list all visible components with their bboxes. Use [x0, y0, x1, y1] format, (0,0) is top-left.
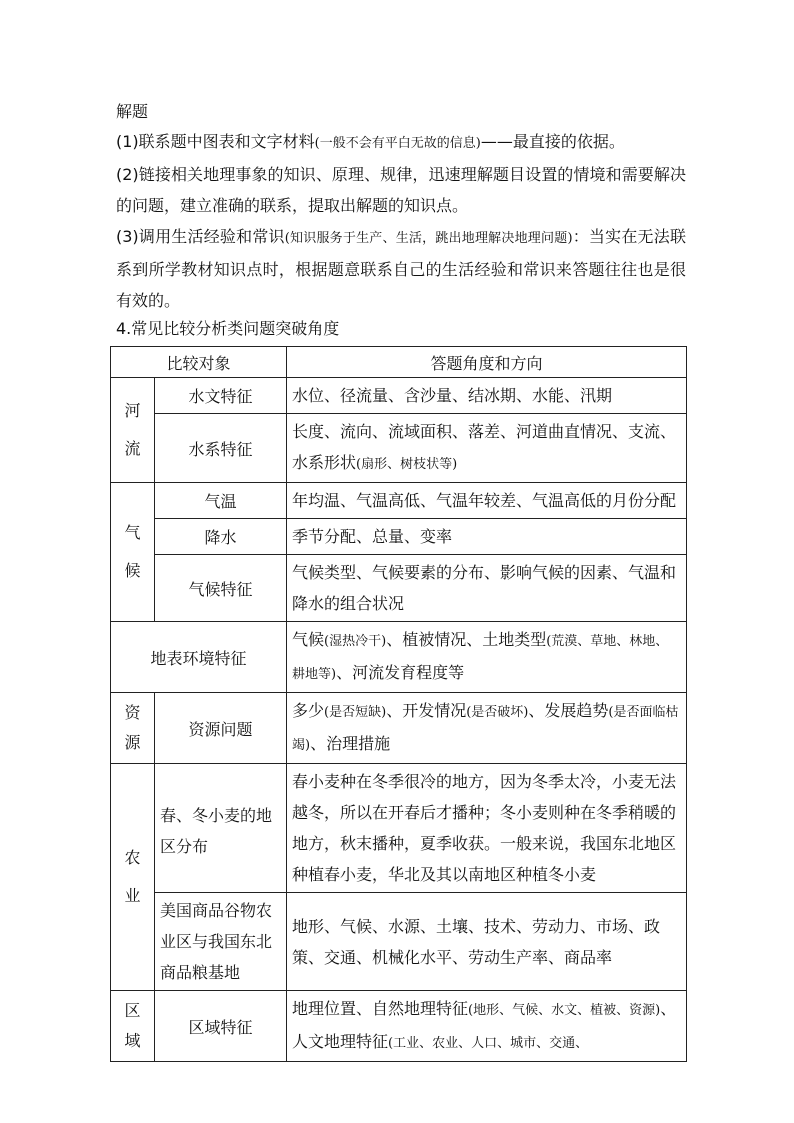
row-text-surface — [287, 622, 687, 693]
surface-t3: 、河流发育程度等 — [336, 663, 465, 682]
category-river-label: 河流 — [124, 401, 141, 458]
resources-n2: (是否破坏) — [466, 705, 529, 720]
row-label-temp: 气温 — [155, 483, 287, 519]
table-row — [111, 483, 687, 519]
row-text-temp: 年均温、气温高低、气温年较差、气温高低的月份分配 — [287, 483, 687, 519]
row-label-hydro: 水文特征 — [155, 378, 287, 414]
row-label-system: 水系特征 — [155, 414, 287, 483]
row-text-grain: 地形、气候、水源、土壤、技术、劳动力、市场、政策、交通、机械化水平、劳动生产率、商品率 — [287, 893, 687, 991]
table-row — [111, 414, 687, 483]
row-text-wheat: 春小麦种在冬季很冷的地方，因为冬季太冷，小麦无法越冬，所以在开春后才播种；冬小麦则种在冬季稍暖的地方，秋末播种，夏季收获。一般来说，我国东北地区种植春小麦，华北及其以南地区种植冬小麦 — [287, 764, 687, 893]
header-object: 比较对象 — [111, 347, 287, 378]
table-row — [111, 764, 687, 893]
row-text-climate-features: 气候类型、气候要素的分布、影响气候的因素、气温和降水的组合状况 — [287, 555, 687, 622]
intro-paragraph-2: (2)链接相关地理事象的知识、原理、规律，迅速理解题目设置的情境和需要解决的问题，建立准确的联系，提取出解题的知识点。 — [116, 165, 686, 215]
resources-t4: 、治理措施 — [310, 734, 391, 753]
row-text-system — [287, 414, 687, 483]
region-n2: (工业、农业、人口、城市、交通、 — [388, 1036, 589, 1051]
table-row — [111, 378, 687, 414]
row-text-resources — [287, 693, 687, 764]
table-row — [111, 555, 687, 622]
table-row — [111, 693, 687, 764]
surface-n1: (湿热冷干) — [324, 634, 387, 649]
surface-t2: 、植被情况、土地类型 — [386, 630, 547, 649]
p3-main: (3)调用生活经验和常识 — [116, 227, 285, 246]
table-row — [111, 893, 687, 991]
intro-paragraph-1 — [116, 126, 686, 159]
row-text-precip: 季节分配、总量、变率 — [287, 519, 687, 555]
table-row — [111, 991, 687, 1062]
region-t2: 、人文地理特征 — [292, 999, 677, 1051]
p1-note: (一般不会有平白无故的信息) — [314, 136, 481, 151]
p3-end: ：当实在无法联系到所学教材知识点时，根据题意联系自己的生活经验和常识来答题往往也是很有效的。 — [116, 227, 686, 310]
category-region-label: 区域 — [124, 1001, 141, 1050]
intro-section — [116, 96, 686, 342]
surface-n2: (荒漠、草地、林地、耕地等) — [292, 634, 669, 682]
row-text-region — [287, 991, 687, 1062]
system-text: 长度、流向、流域面积、落差、河道曲直情况、支流、水系形状 — [292, 422, 677, 472]
resources-n3: (是否面临枯竭) — [292, 705, 679, 753]
table-header-row — [111, 347, 687, 378]
resources-t3: 、发展趋势 — [528, 701, 609, 720]
resources-t1: 多少 — [292, 701, 325, 720]
category-region — [111, 991, 155, 1062]
row-label-wheat: 春、冬小麦的地区分布 — [155, 764, 287, 893]
row-label-precip: 降水 — [155, 519, 287, 555]
table-row — [111, 622, 687, 693]
surface-t1: 气候 — [292, 630, 325, 649]
category-climate — [111, 483, 155, 622]
p3-note: (知识服务于生产、生活，跳出地理解决地理问题) — [284, 231, 573, 246]
comparison-table — [110, 346, 687, 1062]
resources-n1: (是否短缺) — [324, 705, 387, 720]
intro-paragraph-3 — [116, 221, 686, 316]
row-text-hydro: 水位、径流量、含沙量、结冰期、水能、汛期 — [287, 378, 687, 414]
p1-main: (1)联系题中图表和文字材料 — [116, 132, 315, 151]
region-n1: (地形、气候、水文、植被、资源) — [468, 1003, 661, 1018]
category-resources-label: 资源 — [124, 703, 141, 752]
row-label-climate-features: 气候特征 — [155, 555, 287, 622]
category-agriculture — [111, 764, 155, 991]
row-label-grain: 美国商品谷物农业区与我国东北商品粮基地 — [155, 893, 287, 991]
system-note: (扇形、树枝状等) — [356, 457, 458, 472]
row-label-resources: 资源问题 — [155, 693, 287, 764]
p1-end: ——最直接的依据。 — [480, 132, 625, 151]
category-climate-label: 气候 — [124, 523, 141, 580]
header-angle: 答题角度和方向 — [287, 347, 687, 378]
row-label-surface: 地表环境特征 — [111, 622, 287, 693]
row-label-region: 区域特征 — [155, 991, 287, 1062]
section-title: 4.常见比较分析类问题突破角度 — [116, 319, 340, 338]
category-river — [111, 378, 155, 483]
table-row — [111, 519, 687, 555]
category-agriculture-label: 农业 — [124, 848, 141, 905]
region-t1: 地理位置、自然地理特征 — [292, 999, 469, 1018]
resources-t2: 、开发情况 — [386, 701, 467, 720]
intro-heading: 解题 — [116, 102, 149, 121]
category-resources — [111, 693, 155, 764]
